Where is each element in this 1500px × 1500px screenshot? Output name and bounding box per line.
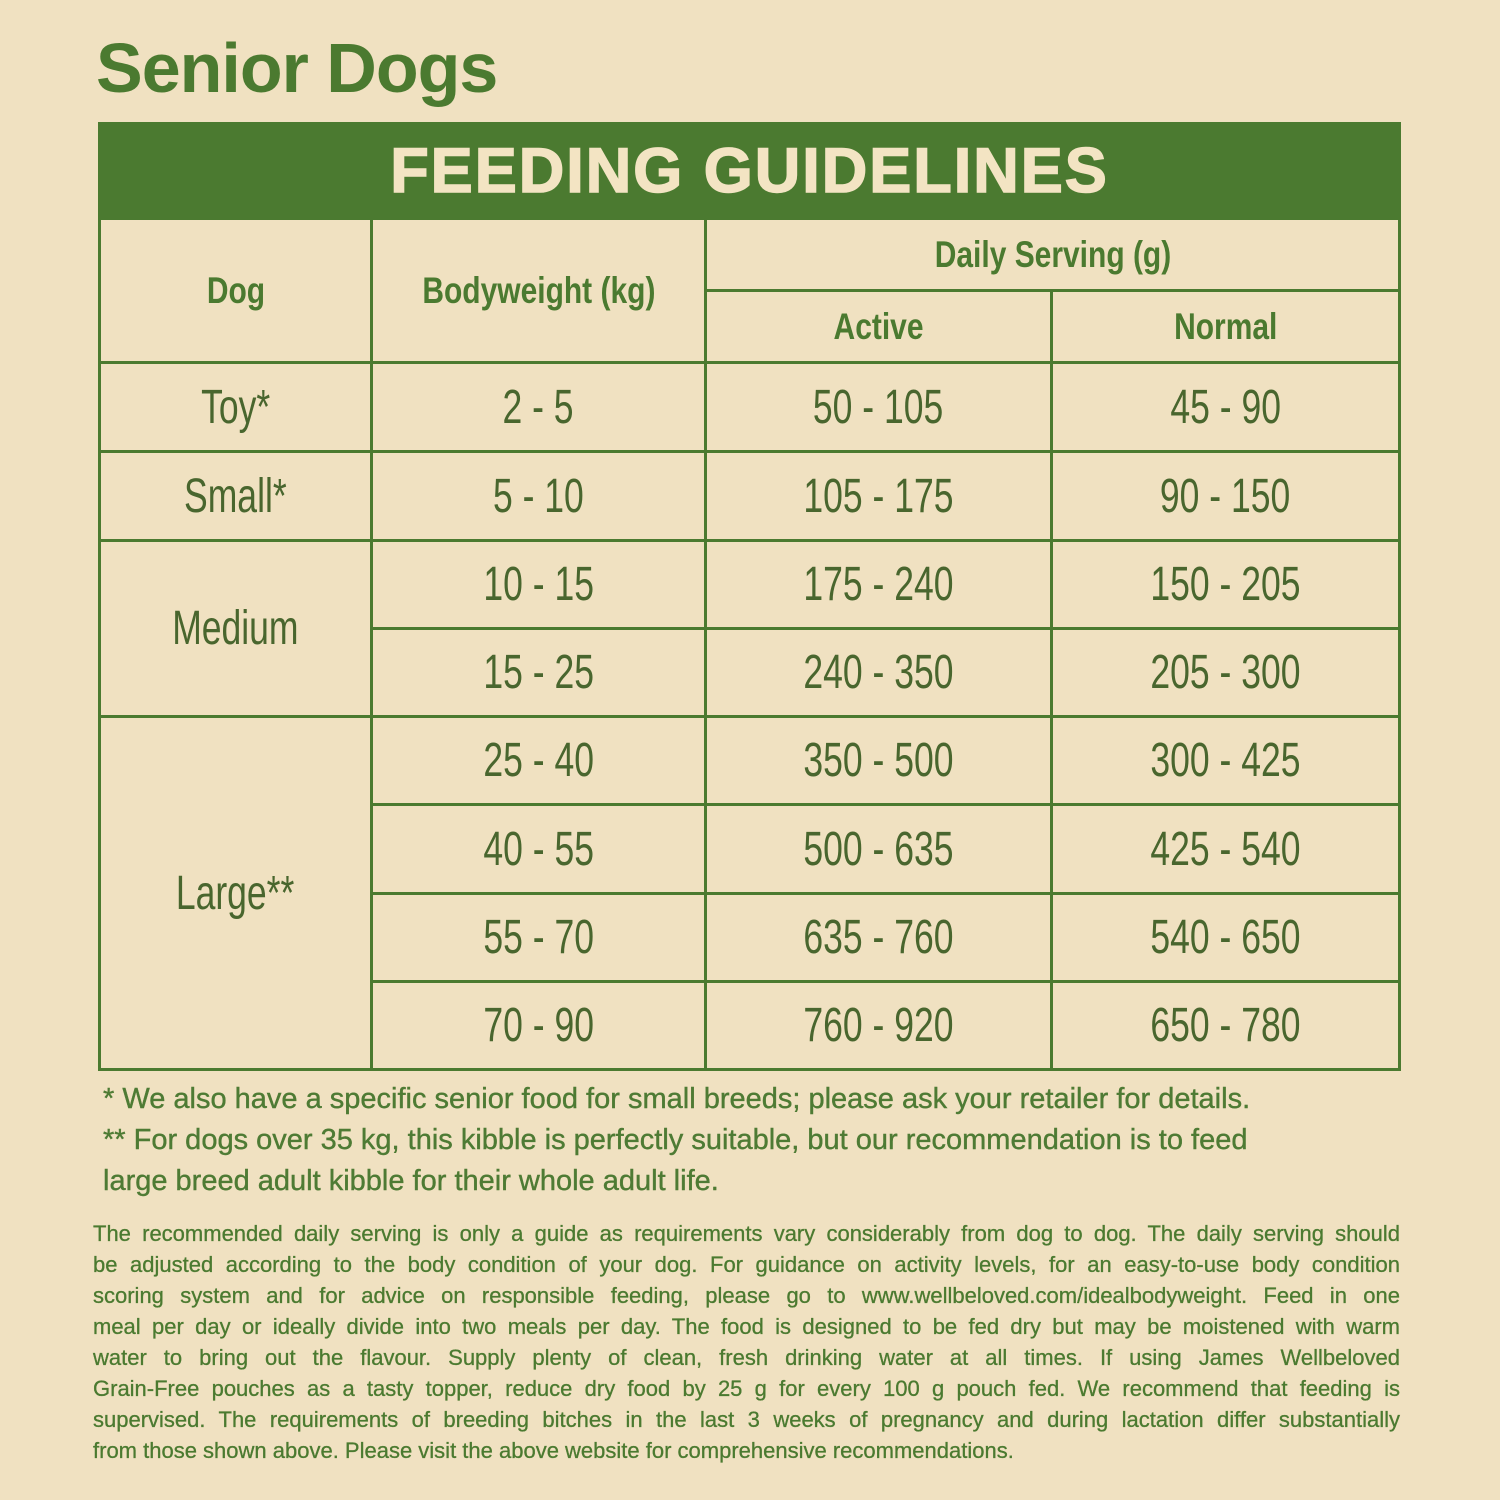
table-title: FEEDING GUIDELINES	[390, 136, 1109, 206]
dog-size-label: Medium	[172, 602, 299, 655]
active-serving-value: 635 - 760	[803, 911, 954, 964]
normal-serving-value: 205 - 300	[1150, 646, 1301, 699]
dog-size-cell	[101, 453, 370, 539]
guidance-line: Grain-Free pouches as a tasty topper, reduce dry food by 25 g for every 100 g pouch fed. We recommend that feeding is	[93, 1376, 1400, 1401]
bodyweight-cell	[373, 364, 704, 450]
header-active	[707, 292, 1050, 361]
normal-serving-cell	[1053, 364, 1398, 450]
header-normal	[1053, 292, 1398, 361]
active-serving-value: 175 - 240	[803, 558, 954, 611]
header-dog-label: Dog	[206, 269, 265, 311]
active-serving-cell	[707, 806, 1050, 892]
table-title-band	[101, 125, 1398, 217]
feeding-guidelines-table	[98, 122, 1401, 1071]
normal-serving-cell	[1053, 718, 1398, 803]
dog-size-label: Toy*	[200, 380, 271, 434]
bodyweight-cell	[373, 453, 704, 539]
bodyweight-value: 5 - 10	[493, 469, 584, 523]
bodyweight-value: 2 - 5	[502, 380, 575, 434]
active-serving-cell	[707, 630, 1050, 715]
dog-size-label: Large**	[176, 866, 295, 920]
bodyweight-value: 70 - 90	[483, 999, 594, 1052]
normal-serving-value: 45 - 90	[1170, 380, 1281, 434]
header-bodyweight	[373, 220, 704, 361]
normal-serving-cell	[1053, 542, 1398, 627]
active-serving-value: 105 - 175	[803, 469, 954, 523]
guidance-line: be adjusted according to the body condition of your dog. For guidance on activity levels, for an easy-to-use body condition	[93, 1252, 1400, 1277]
guidance-line: from those shown above. Please visit the above website for comprehensive recommendations.	[93, 1438, 1014, 1463]
bodyweight-cell	[373, 983, 704, 1068]
bodyweight-cell	[373, 718, 704, 803]
active-serving-value: 760 - 920	[803, 999, 954, 1052]
header-bodyweight-label: Bodyweight (kg)	[421, 269, 656, 311]
dog-size-cell	[101, 718, 370, 1068]
active-serving-value: 500 - 635	[803, 822, 954, 876]
normal-serving-value: 150 - 205	[1150, 558, 1301, 611]
footnote-line: large breed adult kibble for their whole adult life.	[103, 1165, 719, 1197]
bodyweight-value: 25 - 40	[483, 734, 594, 787]
active-serving-cell	[707, 364, 1050, 450]
normal-serving-cell	[1053, 895, 1398, 980]
bodyweight-value: 10 - 15	[483, 558, 594, 611]
bodyweight-value: 15 - 25	[483, 646, 594, 699]
feeding-guidance-paragraph	[93, 1218, 1400, 1466]
normal-serving-value: 300 - 425	[1150, 734, 1301, 787]
normal-serving-value: 425 - 540	[1150, 822, 1301, 876]
normal-serving-cell	[1053, 630, 1398, 715]
normal-serving-cell	[1053, 983, 1398, 1068]
active-serving-value: 240 - 350	[803, 646, 954, 699]
guidance-line: The recommended daily serving is only a guide as requirements vary considerably from dog to dog. The daily serving should	[93, 1221, 1400, 1246]
bodyweight-cell	[373, 542, 704, 627]
bodyweight-value: 40 - 55	[483, 822, 594, 876]
dog-size-cell	[101, 364, 370, 450]
guidance-line: scoring system and for advice on responsible feeding, please go to www.wellbeloved.com/idealbodyweight. Feed in one	[93, 1283, 1400, 1308]
active-serving-cell	[707, 895, 1050, 980]
page-title: Senior Dogs	[96, 29, 498, 107]
active-serving-cell	[707, 983, 1050, 1068]
footnote-line: ** For dogs over 35 kg, this kibble is perfectly suitable, but our recommendation is to feed	[103, 1124, 1248, 1156]
guidance-line: meal per day or ideally divide into two meals per day. The food is designed to be fed dry but may be moistened with warm	[93, 1314, 1400, 1339]
normal-serving-value: 540 - 650	[1150, 911, 1301, 964]
footnote-line: * We also have a specific senior food for small breeds; please ask your retailer for details.	[103, 1083, 1251, 1115]
guidance-line: supervised. The requirements of breeding bitches in the last 3 weeks of pregnancy and during lactation differ substantially	[93, 1407, 1400, 1432]
active-serving-cell	[707, 542, 1050, 627]
bodyweight-value: 55 - 70	[483, 911, 594, 964]
active-serving-value: 50 - 105	[813, 380, 944, 434]
active-serving-cell	[707, 718, 1050, 803]
normal-serving-value: 90 - 150	[1160, 469, 1291, 523]
bodyweight-cell	[373, 806, 704, 892]
bodyweight-cell	[373, 630, 704, 715]
normal-serving-cell	[1053, 806, 1398, 892]
footnotes	[103, 1079, 1250, 1202]
normal-serving-cell	[1053, 453, 1398, 539]
guidance-line: water to bring out the flavour. Supply plenty of clean, fresh drinking water at all times. If using James Wellbeloved	[93, 1345, 1400, 1370]
header-active-label: Active	[833, 305, 924, 347]
active-serving-cell	[707, 453, 1050, 539]
header-daily-serving-label: Daily Serving (g)	[934, 233, 1171, 275]
header-daily-serving	[707, 220, 1398, 289]
header-dog	[101, 220, 370, 361]
bodyweight-cell	[373, 895, 704, 980]
dog-size-cell	[101, 542, 370, 715]
normal-serving-value: 650 - 780	[1150, 999, 1301, 1052]
dog-size-label: Small*	[184, 469, 287, 523]
active-serving-value: 350 - 500	[803, 734, 954, 787]
header-normal-label: Normal	[1173, 305, 1278, 347]
